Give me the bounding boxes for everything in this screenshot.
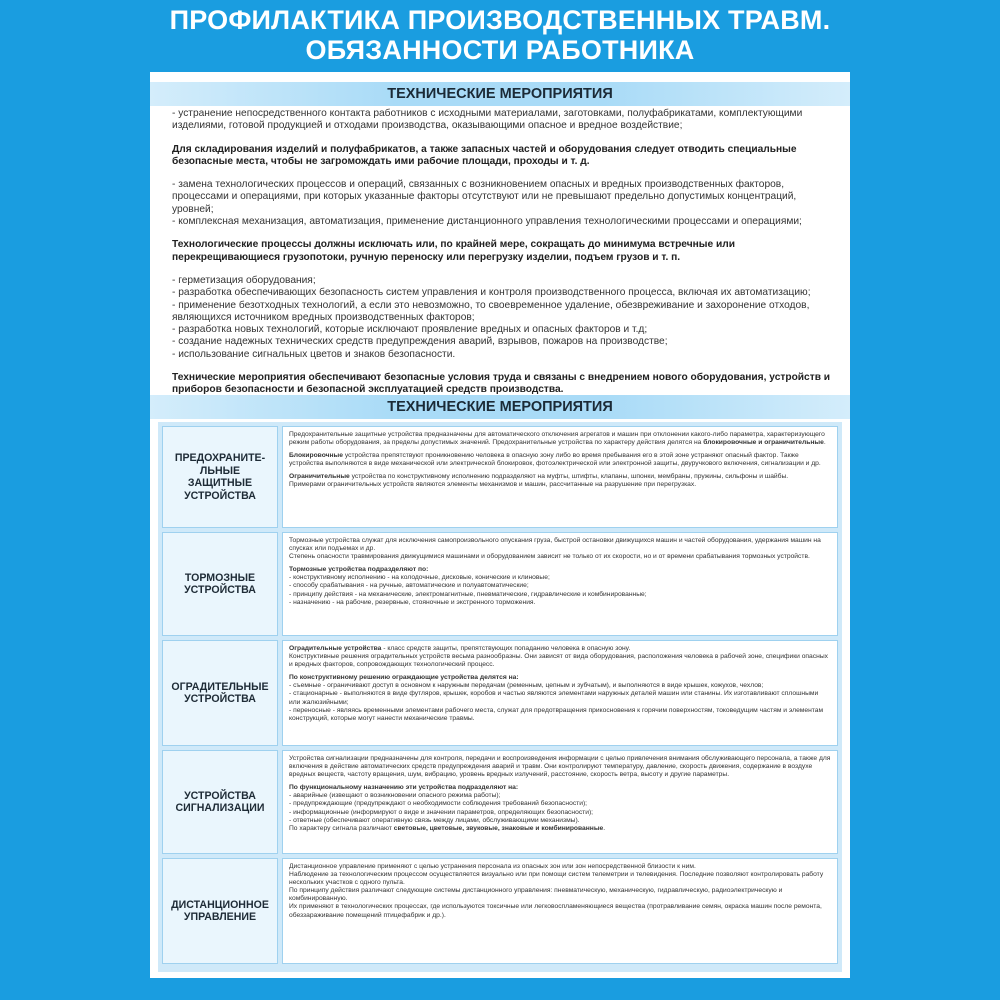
devices-table xyxy=(158,422,842,972)
poster-footer xyxy=(0,978,1000,1000)
row-label-guarding: ОГРАДИТЕЛЬНЫЕ УСТРОЙСТВА xyxy=(162,640,278,746)
paragraph-process: Технологические процессы должны исключать или, по крайней мере, сокращать до минимума встречные или перекрещивающиеся грузопотоки, ручную переноску или перегрузку изделии, подъем грузов и т. п. xyxy=(172,239,735,263)
paragraph-measures-list: - герметизация оборудования; - разработка обеспечивающих безопасность систем управления и контроля производственного процесса, включая их автоматизацию; - применение безотходных технологий, а если это невозможно, то своевременное удаление, обезвреживание и захоронение отходов, являющихся источником вредных производственных факторов; - разработка новых технологий, которые исключают проявление вредных и опасных факторов и т.д; - создание надежных технических средств предупреждения аварий, взрывов, пожаров на производстве; - использование сигнальных цветов и знаков безопасности. xyxy=(172,274,811,360)
paragraph-storage: Для складирования изделий и полуфабрикатов, а также запасных частей и оборудования следует отводить специальные безопасные места, чтобы не загромождать ими рабочие площади, проходы и т. д. xyxy=(172,143,797,167)
right-border xyxy=(850,0,1000,1000)
poster-body xyxy=(150,72,850,978)
row-text-guarding: Оградительные устройства - класс средств защиты, препятствующих попаданию человека в опасную зону. Конструктивные решения оградительных устройств весьма разнообразны. Они зависят от вида оборудования, расположения человека в рабочей зоне, специфики опасных и вредных факторов, сопровождающих технологический процесс. По конструктивному решению ограждающие устройства делятся на: - съемные - ограничивают доступ в основном к наружным передачам (ременным, цепным и зубчатым), и выполняются в виде крышек, кожухов, чехлов; - стационарные - выполняются в виде футляров, крышек, коробов и частью являются элементами наружных деталей машин или станины. Их изготавливают сплошными или жалюзийными; - переносные - являясь временными элементами рабочего места, служат для предотвращения прикосновения к горячим поверхностям, токоведущим частям и элементам конструкций, которые могут нанести механические травмы. xyxy=(282,640,838,746)
row-text-brake: Тормозные устройства служат для исключения самопроизвольного опускания груза, быстрой остановки движущихся машин и частей оборудования, удержания машин на спусках или подъемах и др. Степень опасности травмирования движущимися машинами и оборудованием зависит не только от их скорости, но и от времени срабатывания тормозных устройств. Тормозные устройства подразделяют по: - конструктивному исполнению - на колодочные, дисковые, конические и клиновые; - способу срабатывания - на ручные, автоматические и полуавтоматические; - принципу действия - на механические, электромагнитные, пневматические, гидравлические и комбинированные; - назначению - на рабочие, резервные, стояночные и экстренного торможения. xyxy=(282,532,838,636)
row-label-signaling: УСТРОЙСТВА СИГНАЛИЗАЦИИ xyxy=(162,750,278,854)
row-text-protective: Предохранительные защитные устройства предназначены для автоматического отключения агрегатов и машин при отклонении какого-либо параметра, характеризующего режим работы оборудования, за пределы допустимых значений. Предохранительные устройства по характеру действия делятся на блокировочные и ограничительные. Блокировочные устройства препятствуют проникновению человека в опасную зону либо во время пребывания его в этой зоне устраняют опасный фактор. Также устройства выполняются в виде механической или электрической блокировок, фотоэлектрической или электронной защиты, двуручкового включения, сигнализации и др. Ограничительные устройства по конструктивному исполнению подразделяют на муфты, штифты, клапаны, шпонки, мембраны, пружины, сильфоны и шайбы. Примерами ограничительных устройств являются элементы механизмов и машин, рассчитанные на разрушение при перегрузках. xyxy=(282,426,838,528)
row-label-remote-control: ДИСТАНЦИОННОЕ УПРАВЛЕНИЕ xyxy=(162,858,278,964)
row-text-remote-control: Дистанционное управление применяют с целью устранения персонала из опасных зон или зон непосредственной близости к ним. Наблюдение за технологическим процессом осуществляется визуально или при помощи систем телеметрии и телевидения. Последние позволяют контролировать работу нескольких участков с одного пульта. По принципу действия различают следующие системы дистанционного управления: пневматическую, механическую, гидравлическую, радиоэлектрическую и комбинированную. Их применяют в технологических процессах, где используются токсичные или легковоспламеняющиеся вещества (протравливание семян, окраска машин после ремонта, обеззараживание помещений птицефабрик и др.). xyxy=(282,858,838,964)
page-title-line1: ПРОФИЛАКТИКА ПРОИЗВОДСТВЕННЫХ ТРАВМ. xyxy=(169,5,831,35)
section-heading-devices: ТЕХНИЧЕСКИЕ МЕРОПРИЯТИЯ xyxy=(150,395,850,419)
table-row xyxy=(162,750,838,854)
table-row xyxy=(162,532,838,636)
technical-measures-text xyxy=(172,108,832,408)
table-row xyxy=(162,426,838,528)
poster-header xyxy=(0,0,1000,72)
paragraph-contact: - устранение непосредственного контакта работников с исходными материалами, заготовками, полуфабрикатами, комплектующими изделиями, готовой продукцией и отходами производства, оказывающими опасное и вредное воздействие; xyxy=(172,108,803,132)
paragraph-replacement: - замена технологических процессов и операций, связанных с возникновением опасных и вредных производственных факторов, процессами и операциями, при которых указанные факторы отсутствуют или не превышают предельно допустимых концентраций, уровней; - комплексная механизация, автоматизация, применение дистанционного управления технологическими процессами и операциями; xyxy=(172,179,802,228)
section-heading-technical-measures: ТЕХНИЧЕСКИЕ МЕРОПРИЯТИЯ xyxy=(150,82,850,106)
row-label-protective: ПРЕДОХРАНИТЕ- ЛЬНЫЕ ЗАЩИТНЫЕ УСТРОЙСТВА xyxy=(162,426,278,528)
table-row xyxy=(162,858,838,964)
paragraph-summary: Технические мероприятия обеспечивают безопасные условия труда и связаны с внедрением нового оборудования, устройств и приборов безопасности и безопасной эксплуатацией средств производства. xyxy=(172,372,831,396)
page-title-line2: ОБЯЗАННОСТИ РАБОТНИКА xyxy=(305,35,695,65)
table-row xyxy=(162,640,838,746)
row-text-signaling: Устройства сигнализации предназначены для контроля, передачи и воспроизведения информации с целью привлечения внимания обслуживающего персонала, а также для включения в действие автоматических средств предупреждения аварий и травм. Они контролируют температуру, давление, скорость движения, содержание в воздухе вредных веществ, частоту вращения, шум, вибрацию, уровень вредных излучений, расстояние, скорость ветра, высоту и другие параметры. По функциональному назначению эти устройства подразделяют на: - аварийные (извещают о возникновении опасного режима работы); - предупреждающие (предупреждают о необходимости соблюдения требований безопасности); - информационные (информируют о виде и значении параметров, определяющих безопасности); - ответные (обеспечивают оперативную связь между лицами, обслуживающими механизмы). По характеру сигнала различают световые, цветовые, звуковые, знаковые и комбинированные. xyxy=(282,750,838,854)
left-border xyxy=(0,0,150,1000)
row-label-brake: ТОРМОЗНЫЕ УСТРОЙСТВА xyxy=(162,532,278,636)
